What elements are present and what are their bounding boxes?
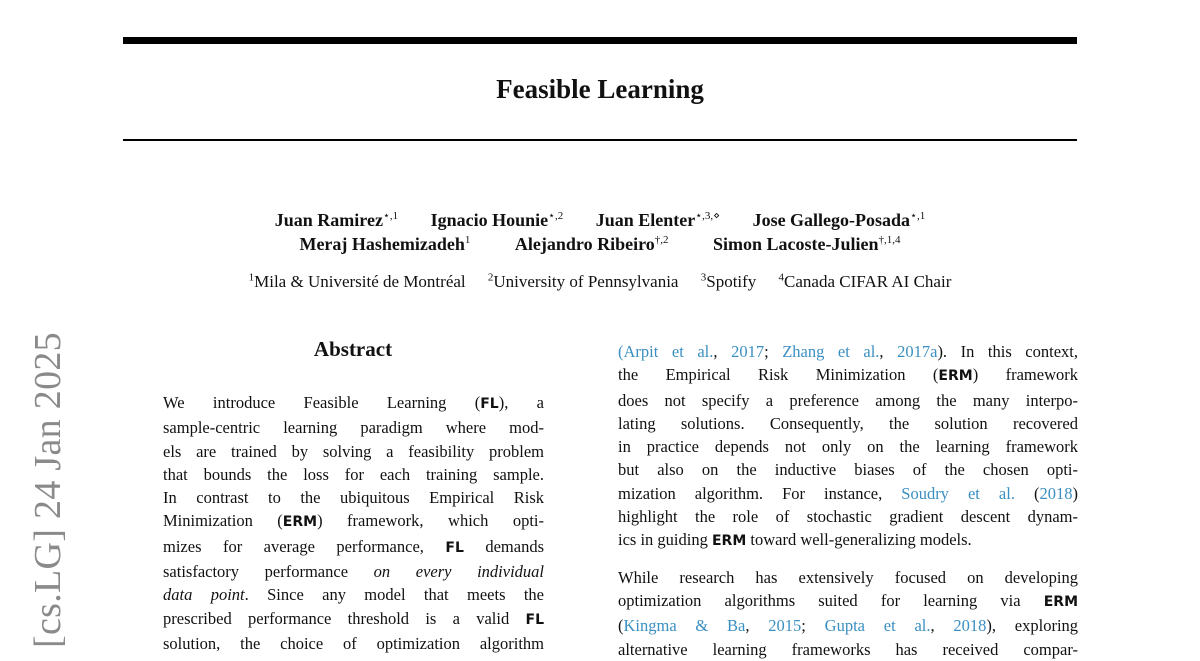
text-line: (Kingma & Ba, 2015; Gupta et al., 2018), exploring xyxy=(618,616,1079,636)
text-line: sample-centric learning paradigm where mod- xyxy=(163,418,544,438)
text-line: We introduce Feasible Learning (FL), a xyxy=(163,393,544,412)
text-line: (Arpit et al., 2017; Zhang et al., 2017a). In this context, xyxy=(618,342,1078,361)
authors-row-1 xyxy=(0,205,1200,231)
author: Simon Lacoste-Julien$^{\dagger,1,4}$ xyxy=(713,234,901,254)
text-line: solution, the choice of optimization algorithm xyxy=(163,633,544,653)
author: Ignacio Hounie$^{⋆,2}$ xyxy=(430,210,564,230)
citation-link[interactable]: Zhang et al. xyxy=(782,342,880,361)
text-line: satisfactory performance on every individual xyxy=(163,562,544,582)
citation-link[interactable]: Arpit et al. xyxy=(623,342,714,361)
paper-title: Feasible Learning xyxy=(496,74,704,104)
author: Meraj Hashemizadeh$^1$ xyxy=(299,234,471,254)
text-line: prescribed performance threshold is a valid FL xyxy=(163,608,544,628)
citation-year-link[interactable]: 2015 xyxy=(768,616,802,636)
top-rule xyxy=(123,37,1077,44)
text-line: but also on the inductive biases of the chosen opti- xyxy=(618,460,1078,480)
text-line: Minimization (ERM) framework, which opti- xyxy=(163,511,544,531)
affiliations xyxy=(0,271,1200,292)
citation-year-link[interactable]: 2018 xyxy=(1039,483,1073,503)
author: Jose Gallego-Posada$^{⋆,1}$ xyxy=(752,210,926,230)
arxiv-stamp: [cs.LG] 24 Jan 2025 xyxy=(27,332,69,648)
citation-year-link[interactable]: 2018 xyxy=(953,616,987,636)
affiliation: $^3$Spotify xyxy=(700,271,757,291)
text-line: ics in guiding ERM toward well-generalizing models. xyxy=(618,530,972,550)
text-line: data point. Since any model that meets the xyxy=(163,585,545,605)
citation-year-link[interactable]: 2017 xyxy=(731,342,765,361)
affiliation: $^4$Canada CIFAR AI Chair xyxy=(778,271,952,291)
author: Juan Elenter$^{⋆,3,⋄}$ xyxy=(595,210,721,230)
text-line: that bounds the loss for each training sample. xyxy=(163,464,544,484)
citation-link[interactable]: Gupta et al. xyxy=(824,616,931,636)
text-line: mization algorithm. For instance, Soudry et al. (2018) xyxy=(618,483,1078,503)
affiliation: $^1$Mila & Université de Montréal xyxy=(248,271,466,291)
abstract-heading: Abstract xyxy=(313,337,393,361)
title-bottom-rule xyxy=(123,139,1077,141)
text-line: mizes for average performance, FL demands xyxy=(163,536,544,556)
text-line: optimization algorithms suited for learning via ERM xyxy=(618,590,1078,610)
citation-year-link[interactable]: 2017a xyxy=(897,342,938,361)
text-line: While research has extensively focused on developing xyxy=(618,567,1078,587)
text-line: els are trained by solving a feasibility problem xyxy=(163,441,544,461)
authors-row-2 xyxy=(0,229,1200,255)
abstract-body xyxy=(163,391,544,655)
right-column-body xyxy=(618,340,1078,661)
text-line: in practice depends not only on the learning framework xyxy=(618,437,1078,457)
text-line: does not specify a preference among the many interpo- xyxy=(618,390,1078,410)
text-line: lating solutions. Consequently, the solution recovered xyxy=(618,413,1078,433)
text-line: highlight the role of stochastic gradient descent dynam- xyxy=(618,507,1078,527)
text-line: In contrast to the ubiquitous Empirical Risk xyxy=(163,488,544,508)
author: Juan Ramirez$^{⋆,1}$ xyxy=(274,210,399,230)
text-line: the Empirical Risk Minimization (ERM) framework xyxy=(618,365,1078,385)
author: Alejandro Ribeiro$^{\dagger,2}$ xyxy=(514,234,669,254)
text-line: alternative learning frameworks has received compar- xyxy=(618,639,1078,659)
affiliation: $^2$University of Pennsylvania xyxy=(487,271,679,291)
citation-link[interactable]: Soudry et al. xyxy=(901,483,1015,503)
citation-link[interactable]: Kingma & Ba xyxy=(623,616,746,636)
